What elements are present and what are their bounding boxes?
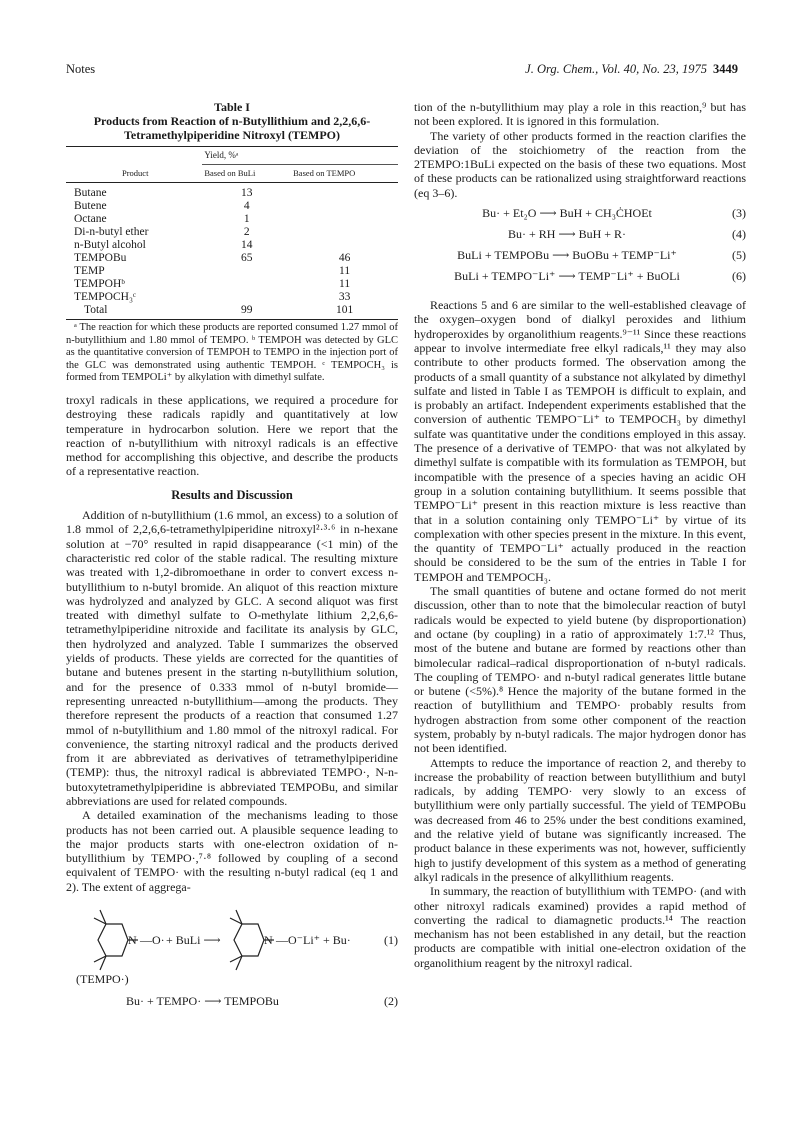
- equation-number: (6): [732, 269, 746, 284]
- products-table: [66, 146, 398, 320]
- table-cell-buli: 65: [240, 252, 253, 264]
- table-cell-tempo: [291, 187, 398, 200]
- table-row: [66, 226, 398, 239]
- table-cell-buli: 14: [240, 239, 253, 251]
- journal-citation: J. Org. Chem., Vol. 40, No. 23, 1975: [525, 62, 707, 76]
- results-paragraph-2: A detailed examination of the mechanisms leading to those products has not been carried out. A plausible sequence leading to the major products starts with one-electron oxidation of n-butyllithium by TEMPO·,⁷·⁸ followed by coupling of a second equivalent of TEMPO· with the resulting n-butyl radical (eq 1 and 2). The extent of aggrega-: [66, 808, 398, 894]
- equations-3-6: [414, 206, 746, 290]
- equation-number: (4): [732, 227, 746, 242]
- table-cell-buli: 4: [243, 200, 250, 212]
- table-cell-tempo: 33: [338, 291, 351, 303]
- table-row: [66, 239, 398, 252]
- tempo-label: (TEMPO·): [76, 972, 129, 987]
- right-paragraph-0: tion of the n-butyllithium may play a role in this reaction,⁹ but has not been explored. It is ignored in this formulation.: [414, 100, 746, 129]
- table-cell-product: Butane: [74, 187, 107, 199]
- equation-number: (3): [732, 206, 746, 221]
- table-row: [66, 265, 398, 278]
- yield-header: Yield, %ᵃ: [204, 150, 239, 160]
- table-cell-product: n-Butyl alcohol: [74, 239, 146, 251]
- table-cell-tempo: [291, 200, 398, 213]
- eq1-reactant: —O·: [140, 933, 165, 948]
- table-row: [66, 291, 398, 304]
- table-caption: Products from Reaction of n-Butyllithium and 2,2,6,6-Tetramethylpiperidine Nitroxyl (TEMPO): [93, 114, 371, 142]
- table-cell-product: TEMPOCH₃ᶜ: [74, 291, 136, 303]
- equation-text: Bu· + Et₂O ⟶ BuH + CH₃ĊHOEt: [482, 206, 652, 221]
- table-title: Table I: [214, 100, 250, 114]
- right-paragraph-2: Reactions 5 and 6 are similar to the well-established cleavage of the oxygen–oxygen bond of dialkyl peroxides and lithium hydroperoxides by organolithium reagents.⁹⁻¹¹ Since these reactions appear to involve intermediate free elkyl radicals,¹¹ they may also contribute to other products formed. The observation among the products of a small quantity of a substance not alkylated by dimethyl sulfate and listed in Table I as TEMPOH is difficult to explain, and is probably an artifact. Independent experiments established that the conversion of authentic TEMPO⁻Li⁺ to TEMPOCH₃ by dimethyl sulfate was quantitative under the conditions employed in this assay. The presence of a derivative of TEMPO· that was not alkylated by dimethyl sulfate is compatible with its formulation as TEMPOH, but incompatible with the presence of a species having an acidic OH group in a solution containing butyllithium. It seems possible that TEMPO⁻Li⁺ present in this reaction mixture is less reactive than that in a solution containing only TEMPO⁻Li⁺ by virtue of its complexation with other species present in the mixture. In this event, the quantity of TEMPO⁻Li⁺ actually produced in the reaction should be considered to be the sum of the entries in Table I for TEMPOH and TEMPOCH₃.: [414, 298, 746, 584]
- intro-paragraph: troxyl radicals in these applications, we required a procedure for destroying these radicals rapidly and quantitatively at low temperature in hydrocarbon solution. Here we report that the reaction of n-butyllithium with nitroxyl radicals is an effective method for accomplishing this objective, and describe the products of a representative reaction.: [66, 392, 398, 479]
- table-cell-product: Octane: [74, 213, 107, 225]
- section-heading: Results and Discussion: [171, 487, 293, 502]
- table-row: [66, 278, 398, 291]
- header-section-label: Notes: [66, 62, 96, 76]
- col-header-buli: Based on BuLi: [202, 165, 291, 183]
- right-paragraph-4: Attempts to reduce the importance of reaction 2, and thereby to increase the probability of reaction between butyllithium and butyl radicals, by adding TEMPO· very slowly to an excess of butyllithium were only partially successful. The yield of TEMPOBu was decreased from 46 to 25% under the best conditions examined, and the relative yield of butane was significantly increased. The product balance in these experiments was not, however, sufficiently high to justify development of this system as a method of generating alkyl radicals in the presence of alkyllithium reagents.: [414, 755, 746, 884]
- table-cell-buli: 1: [243, 213, 250, 225]
- right-paragraph-1: The variety of other products formed in the reaction clarifies the deviation of the stoichiometry of the reaction from the 2TEMPO:1BuLi expected on the basis of these two equations. Most of these products can be rationalized using straightforward reactions (eq 3–6).: [414, 128, 746, 200]
- eq1-number: (1): [384, 933, 398, 948]
- equation-1: [66, 902, 398, 987]
- page-header: [66, 62, 738, 80]
- table-cell-tempo: [291, 239, 398, 252]
- eq2-text: Bu· + TEMPO· ⟶ TEMPOBu: [126, 994, 279, 1009]
- right-column: [414, 100, 746, 970]
- right-paragraph-5: In summary, the reaction of butyllithium with TEMPO· (and with other nitroxyl radicals examined) provides a rapid method of converting the radical to diamagnetic products.¹⁴ The reaction mechanism has not been established in any detail, but the reaction products are compatible with initial one-electron oxidation of the organolithium reagent by the nitroxyl radical.: [414, 884, 746, 970]
- equation-row: [414, 269, 746, 290]
- svg-text:N: N: [264, 933, 273, 948]
- equation-row: [414, 206, 746, 227]
- table-cell-product: TEMP: [74, 265, 105, 277]
- table-row: [66, 200, 398, 213]
- equation-text: Bu· + RH ⟶ BuH + R·: [507, 227, 627, 242]
- table-cell-tempo: [291, 213, 398, 226]
- equation-text: BuLi + TEMPO⁻Li⁺ ⟶ TEMP⁻Li⁺ + BuOLi: [454, 269, 680, 284]
- table-cell-product: TEMPOHᵇ: [74, 278, 125, 290]
- results-paragraph-1: Addition of n-butyllithium (1.6 mmol, an excess) to a solution of 1.8 mmol of 2,2,6,6-tetramethylpiperidine nitroxyl²·³·⁶ in n-hexane solution at −70° resulted in rapid disappearance (<1 min) of the characteristic red color of the stable radical. The resulting mixture was treated with 1,2-dibromoethane in order to convert excess n-butyllithium to n-butyl bromide. An aliquot of this reaction mixture was hydrolyzed and analyzed by GLC. A second aliquot was first treated with dimethyl sulfate to O-methylate lithium 2,2,6,6-tetramethylpiperidine nitroxide and facilitate its analysis by GLC, then hydrolyzed and analyzed. Table I summarizes the observed yields of products. These yields are corrected for the quantities of butane and butenes present in the starting n-butyllithium solution, and for the presence of 0.333 mmol of n-butyl bromide—representing unreacted n-butyllithium—among the products. They therefore represent the products of a reaction that consumed 1.27 mmol of n-butyllithium and 1.80 mmol of the nitroxyl radical. For convenience, the starting nitroxyl radical and the products derived from it are abbreviated as derivatives of tetramethylpiperidine (TEMP): thus, the nitroxyl radical is abbreviated TEMPO·, N-n-butoxytetramethylpiperidine is abbreviated TEMPOBu, and similar abbreviations are used for related compounds.: [66, 508, 398, 808]
- table-cell-product: Butene: [74, 200, 107, 212]
- table-row: [66, 187, 398, 200]
- table-cell-buli: [202, 291, 291, 304]
- table-cell-product: TEMPOBu: [74, 252, 127, 264]
- total-label: Total: [66, 304, 202, 320]
- right-paragraph-3: The small quantities of butene and octane formed do not merit discussion, other than to note that the bimolecular reaction of butyl radicals would be expected to yield butene (by disproportionation) and octane (by coupling) in a ratio of approximately 1:7.¹² Thus, most of the butene and butane are formed by reactions other than bimolecular radical–radical disproportionation of n-butyl radicals. The coupling of TEMPO· and n-butyl radical generates little butane or butene (<5%).⁸ Hence the majority of the butane formed in the reaction of butyllithium and TEMPO· probably results from hydrogen abstraction from some other component of the reaction system, probably by n-butyl radicals. The major hydrogen donor has not been identified.: [414, 584, 746, 756]
- total-tempo: 101: [291, 304, 398, 320]
- table-cell-product: Di-n-butyl ether: [74, 226, 149, 238]
- table-cell-buli: 2: [243, 226, 250, 238]
- equation-2: [66, 994, 398, 1012]
- table-cell-tempo: [291, 226, 398, 239]
- svg-text:N: N: [128, 933, 137, 948]
- equation-row: [414, 227, 746, 248]
- table-row: [66, 213, 398, 226]
- table-row: [66, 252, 398, 265]
- eq1-reagents: + BuLi ⟶: [166, 933, 221, 948]
- equation-number: (5): [732, 248, 746, 263]
- total-buli: 99: [202, 304, 291, 320]
- table-cell-tempo: 11: [339, 278, 351, 290]
- col-header-tempo: Based on TEMPO: [291, 165, 398, 183]
- table-cell-buli: [202, 265, 291, 278]
- page-number: 3449: [713, 62, 738, 76]
- table-cell-buli: 13: [240, 187, 253, 199]
- equation-row: [414, 248, 746, 269]
- table-cell-tempo: 11: [339, 265, 351, 277]
- table-cell-buli: [202, 278, 291, 291]
- equation-text: BuLi + TEMPOBu ⟶ BuOBu + TEMP⁻Li⁺: [457, 248, 677, 263]
- header-journal: [525, 62, 738, 77]
- left-column: [66, 100, 398, 1012]
- eq1-products: —O⁻Li⁺ + Bu·: [276, 933, 351, 948]
- table-footnote: ᵃ The reaction for which these products are reported consumed 1.27 mmol of n-butyllithium and 1.80 mmol of TEMPO. ᵇ TEMPOH was detected by GLC as the quantitative conversion of TEMPOH to TEMPO in the injection port of the GLC was demonstrated using authentic TEMPOH. ᶜ TEMPOCH₃ is formed from TEMPOLi⁺ by alkylation with dimethyl sulfate.: [66, 322, 398, 384]
- eq2-number: (2): [384, 994, 398, 1009]
- table-cell-tempo: 46: [338, 252, 351, 264]
- col-header-product: Product: [122, 168, 149, 178]
